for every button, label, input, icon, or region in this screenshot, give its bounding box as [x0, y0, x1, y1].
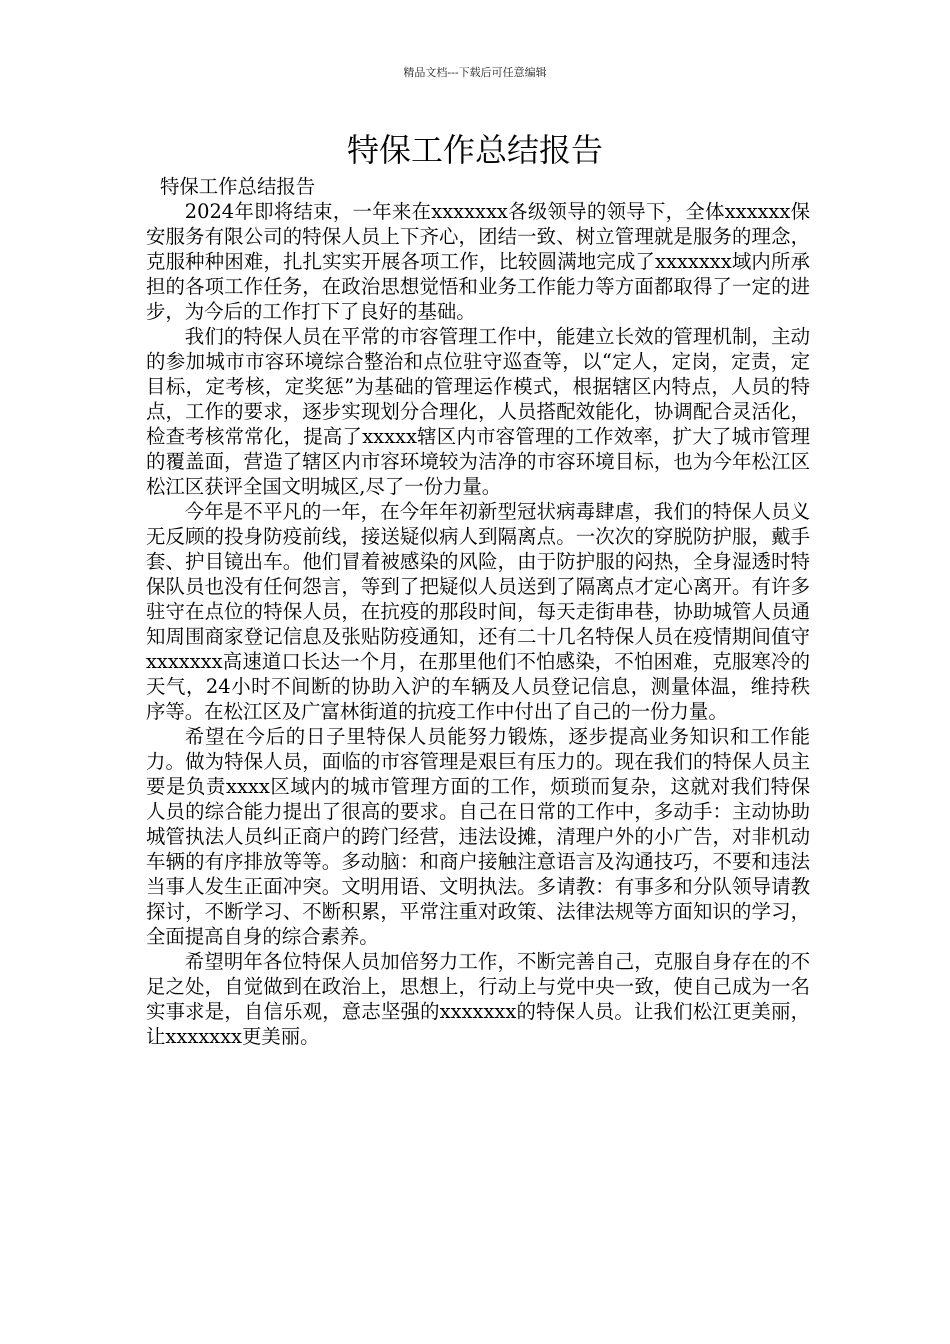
paragraph-5: 希望明年各位特保人员加倍努力工作，不断完善自己，克服自身存在的不足之处，自觉做到在政治上，思想上，行动上与党中央一致，使自己成为一名实事求是，自信乐观，意志坚强的xxxxxxx的特保人员。让我们松江更美丽，让xxxxxxx更美丽。	[146, 950, 810, 1048]
header-note: 精品文档---下载后可任意编辑	[403, 66, 547, 79]
paragraph-2: 我们的特保人员在平常的市容管理工作中，能建立长效的管理机制，主动的参加城市市容环境综合整治和点位驻守巡查等，以“定人，定岗，定责，定目标，定考核，定奖惩”为基础的管理运作模式，根据辖区内特点，人员的特点，工作的要求，逐步实现划分合理化，人员搭配效能化，协调配合灵活化，检查考核常常化，提高了xxxxx辖区内市容管理的工作效率，扩大了城市管理的覆盖面，营造了辖区内市容环境较为洁净的市容环境目标，也为今年松江区松江区获评全国文明城区,尽了一份力量。	[146, 325, 810, 498]
paragraph-1: 2024年即将结束，一年来在xxxxxxx各级领导的领导下，全体xxxxxx保安服务有限公司的特保人员上下齐心，团结一致、树立管理就是服务的理念，克服种种困难，扎扎实实开展各项工作，比较圆满地完成了xxxxxxx域内所承担的各项工作任务，在政治思想觉悟和业务工作能力等方面都取得了一定的进步，为今后的工作打下了良好的基础。	[146, 200, 810, 323]
document-title: 特保工作总结报告	[346, 131, 603, 169]
document-body	[146, 174, 810, 1049]
document-subtitle: 特保工作总结报告	[160, 175, 316, 198]
paragraph-4: 希望在今后的日子里特保人员能努力锻炼，逐步提高业务知识和工作能力。做为特保人员，面临的市容管理是艰巨有压力的。现在我们的特保人员主要是负责xxxx区域内的城市管理方面的工作，烦琐而复杂，这就对我们特保人员的综合能力提出了很高的要求。自己在日常的工作中，多动手：主动协助城管执法人员纠正商户的跨门经营，违法设摊，清理户外的小广告，对非机动车辆的有序排放等等。多动脑：和商户接触注意语言及沟通技巧，不要和违法当事人发生正面冲突。文明用语、文明执法。多请教：有事多和分队领导请教探讨，不断学习、不断积累，平常注重对政策、法律法规等方面知识的学习，全面提高自身的综合素养。	[146, 725, 810, 948]
paragraph-3: 今年是不平凡的一年，在今年年初新型冠状病毒肆虐，我们的特保人员义无反顾的投身防疫前线，接送疑似病人到隔离点。一次次的穿脱防护服，戴手套、护目镜出车。他们冒着被感染的风险，由于防护服的闷热，全身湿透时特保队员也没有任何怨言，等到了把疑似人员送到了隔离点才定心离开。有许多驻守在点位的特保人员，在抗疫的那段时间，每天走街串巷，协助城管人员通知周围商家登记信息及张贴防疫通知，还有二十几名特保人员在疫情期间值守xxxxxxx高速道口长达一个月，在那里他们不怕感染，不怕困难，克服寒冷的天气，24小时不间断的协助入沪的车辆及人员登记信息，测量体温，维持秩序等。在松江区及广富林街道的抗疫工作中付出了自己的一份力量。	[146, 500, 810, 723]
